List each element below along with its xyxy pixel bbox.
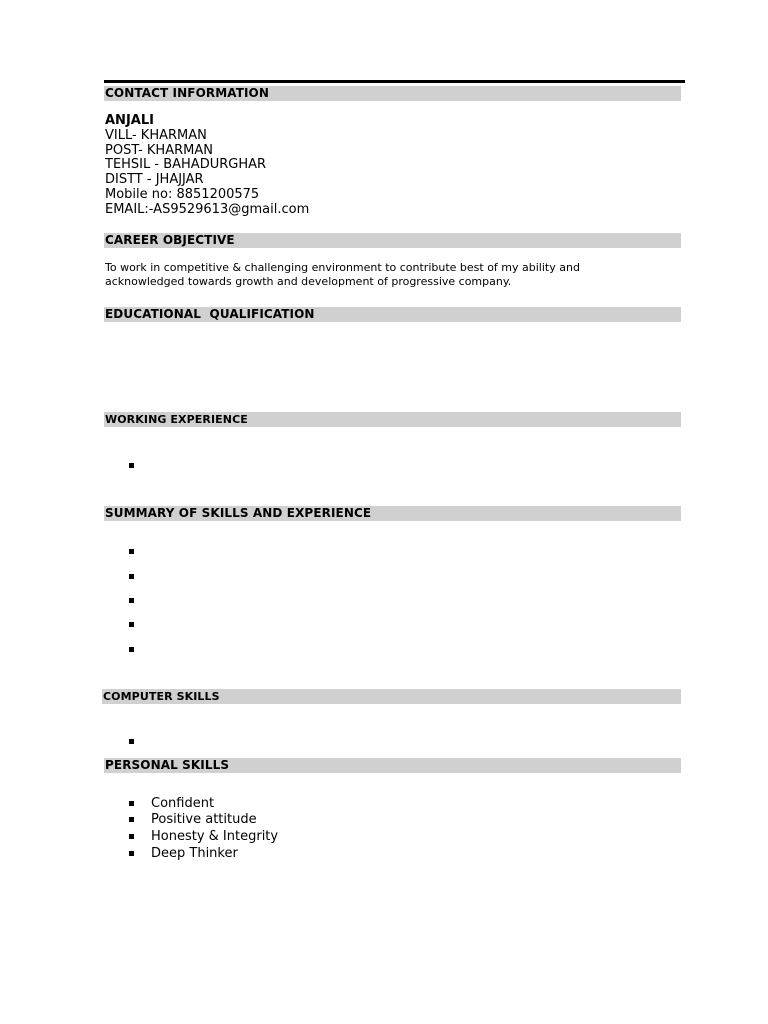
section-header-work: WORKING EXPERIENCE — [104, 412, 681, 427]
summary-bullet — [129, 647, 134, 652]
section-header-computer: COMPUTER SKILLS — [102, 689, 681, 704]
section-header-summary: SUMMARY OF SKILLS AND EXPERIENCE — [104, 506, 681, 521]
summary-bullet — [129, 549, 134, 554]
objective-line-2: acknowledged towards growth and development of progressive company. — [105, 274, 512, 288]
contact-district: DISTT - JHAJJAR — [105, 172, 204, 188]
contact-post: POST- KHARMAN — [105, 142, 213, 158]
summary-bullet — [129, 622, 134, 627]
summary-bullet — [129, 574, 134, 579]
section-header-objective: CAREER OBJECTIVE — [104, 233, 681, 248]
section-header-education: EDUCATIONAL QUALIFICATION — [104, 307, 681, 322]
bullet — [129, 801, 134, 806]
contact-block — [105, 114, 309, 218]
bullet — [129, 817, 134, 822]
personal-skill-label: Positive attitude — [151, 812, 257, 827]
top-rule — [104, 80, 685, 83]
contact-village: VILL- KHARMAN — [105, 127, 207, 143]
contact-mobile: Mobile no: 8851200575 — [105, 186, 260, 202]
career-objective-text — [105, 261, 685, 288]
personal-skill-label: Confident — [151, 796, 215, 811]
section-header-contact: CONTACT INFORMATION — [104, 86, 681, 101]
personal-skill-label: Honesty & Integrity — [151, 829, 279, 844]
contact-email: EMAIL:-AS9529613@gmail.com — [105, 201, 310, 217]
work-bullet — [129, 463, 134, 468]
computer-bullet — [129, 739, 134, 744]
personal-skill-label: Deep Thinker — [151, 846, 238, 861]
objective-line-1: To work in competitive & challenging environment to contribute best of my ability and — [105, 261, 580, 274]
section-header-personal: PERSONAL SKILLS — [104, 758, 681, 773]
summary-bullet — [129, 598, 134, 603]
contact-name: ANJALI — [105, 113, 154, 128]
contact-tehsil: TEHSIL - BAHADURGHAR — [105, 157, 267, 173]
bullet — [129, 851, 134, 856]
bullet — [129, 834, 134, 839]
